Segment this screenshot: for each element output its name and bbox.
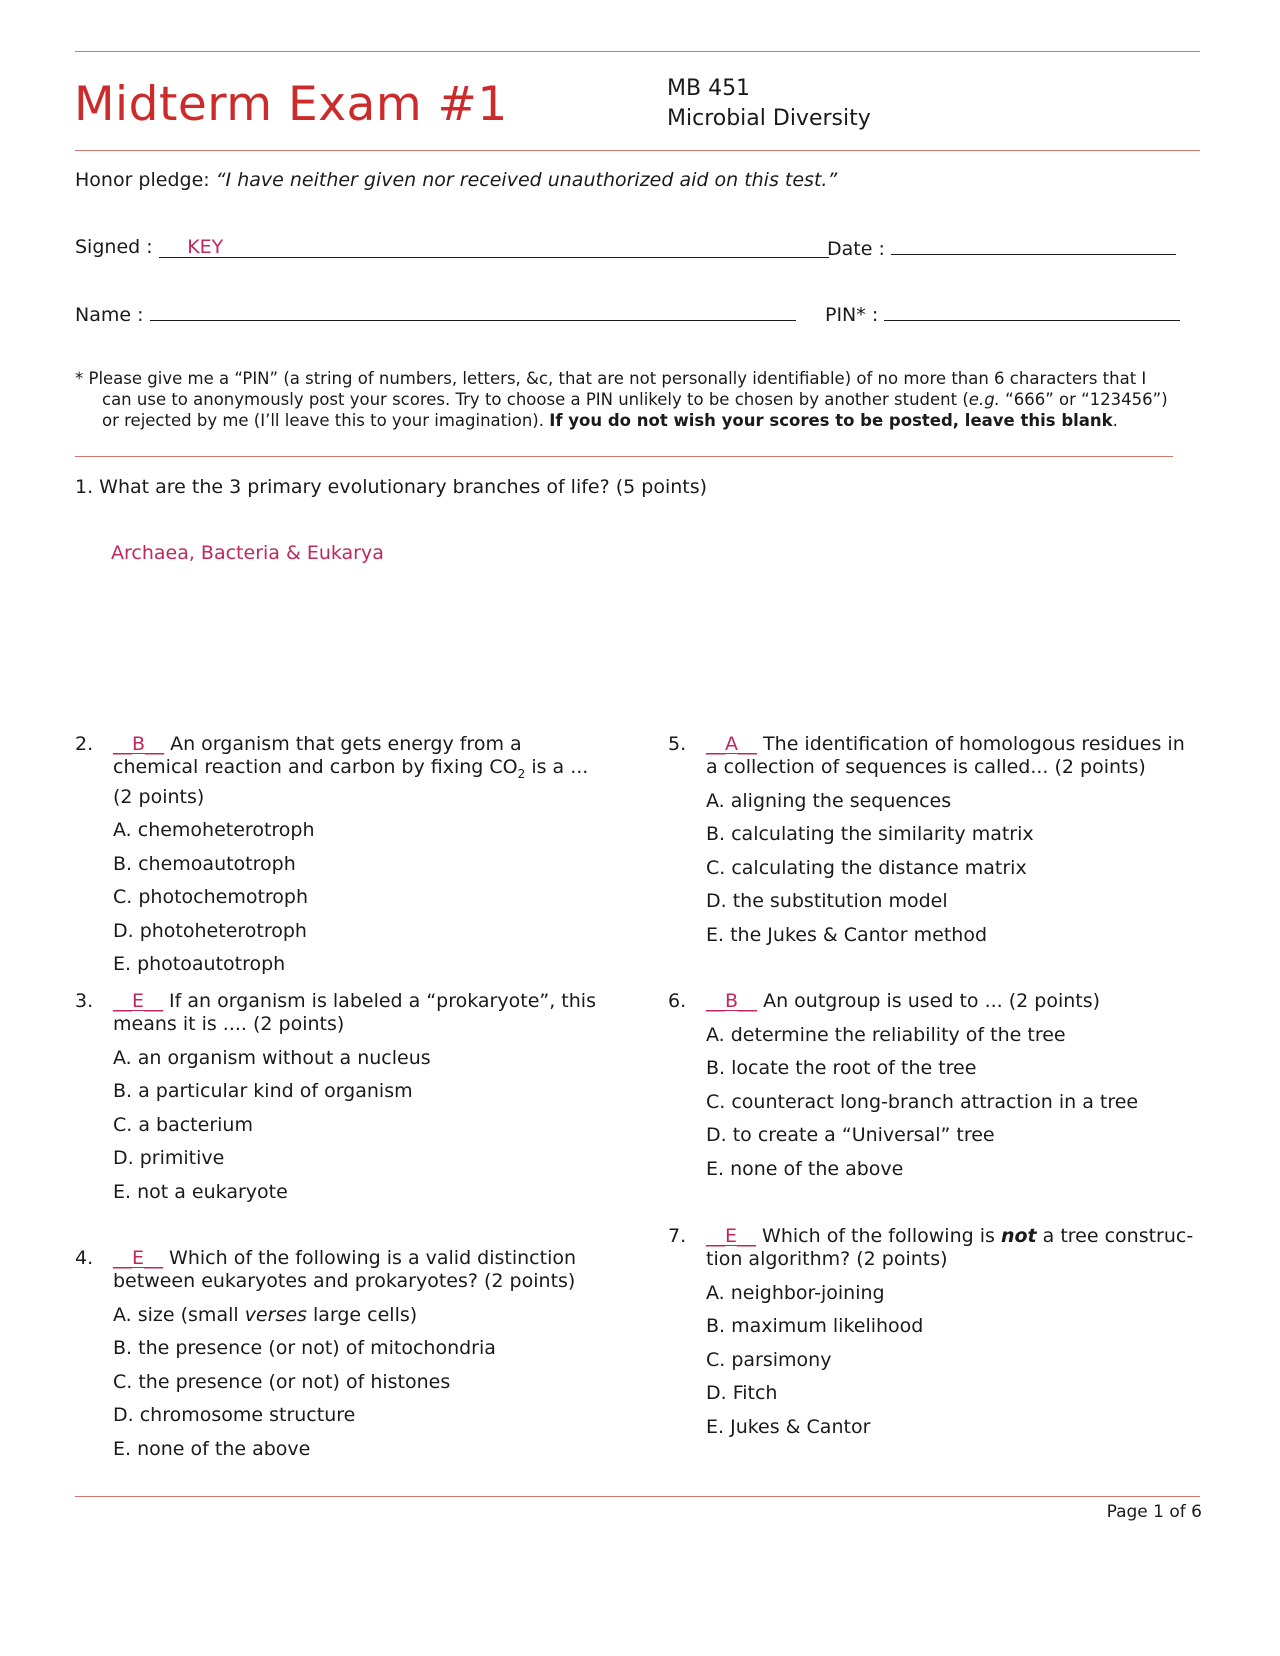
course-code: MB 451 [667, 76, 751, 101]
pledge-label: Honor pledge: [75, 169, 216, 191]
question-1: 1. What are the 3 primary evolutionary branches of life? (5 points) [75, 476, 708, 498]
course-name: Microbial Diversity [667, 106, 871, 131]
option-a: A. determine the reliability of the tree [706, 1023, 1066, 1046]
option-d: D. to create a “Universal” tree [706, 1124, 995, 1146]
pin-row [825, 302, 1180, 326]
honor-pledge [75, 169, 837, 191]
question-stem: 6. __B__ An outgroup is used to ... (2 points) [668, 990, 1101, 1012]
option-c: C. counteract long-branch attraction in a tree [706, 1090, 1139, 1113]
pin-note-line2: can use to anonymously post your scores. Try to choose a PIN unlikely to be chosen by another student (e.g. “666” or “123456”) [102, 390, 1168, 409]
footer-rule [75, 1496, 1200, 1497]
option-b: B. a particular kind of organism [113, 1080, 413, 1102]
option-d: D. primitive [113, 1147, 225, 1169]
header-rule [75, 150, 1200, 151]
answer-blank: __A__ [706, 733, 757, 755]
name-label: Name : [75, 304, 150, 326]
question-3 [75, 990, 605, 1204]
date-label: Date : [827, 238, 891, 260]
pin-note [75, 368, 1195, 431]
answer-blank: __B__ [113, 733, 165, 755]
question-1-answer: Archaea, Bacteria & Eukarya [111, 542, 384, 564]
option-a: A. neighbor-joining [706, 1281, 885, 1304]
option-d: D. the substitution model [706, 890, 948, 912]
pin-note-line3: or rejected by me (I’ll leave this to your imagination). If you do not wish your scores to be posted, leave this blank. [102, 411, 1118, 430]
course-info [667, 74, 871, 134]
option-a: A. aligning the sequences [706, 789, 952, 812]
option-e: E. the Jukes & Cantor method [706, 923, 988, 946]
question-4 [75, 1247, 605, 1461]
pin-label: PIN* : [825, 304, 885, 326]
option-c: C. photochemotroph [113, 886, 309, 909]
question-5 [668, 733, 1198, 947]
option-e: E. not a eukaryote [113, 1180, 288, 1203]
signed-row [75, 236, 829, 258]
question-2 [75, 733, 605, 976]
question-stem: 3. __E__ If an organism is labeled a “prokaryote”, this means it is .... (2 points) [75, 990, 596, 1035]
top-rule [75, 51, 1200, 52]
signed-label: Signed : [75, 236, 159, 258]
option-b: B. chemoautotroph [113, 852, 296, 875]
option-d: D. photoheterotroph [113, 919, 307, 942]
option-b: B. the presence (or not) of mitochondria [113, 1337, 496, 1359]
answer-blank: __B__ [706, 990, 758, 1012]
option-c: C. a bacterium [113, 1113, 253, 1136]
option-c: C. the presence (or not) of histones [113, 1370, 451, 1393]
exam-title: Midterm Exam #1 [74, 77, 508, 132]
option-b: B. calculating the similarity matrix [706, 823, 1034, 845]
option-c: C. parsimony [706, 1348, 832, 1371]
question-stem: 4. __E__ Which of the following is a valid distinction between eukaryotes and prokaryotes? (2 points) [75, 1247, 577, 1292]
date-row [827, 236, 1176, 260]
question-stem: 2. __B__ An organism that gets energy from a chemical reaction and carbon by fixing $CO_2$ is a ... (2 points) [75, 733, 589, 808]
option-a: A. chemoheterotroph [113, 819, 315, 842]
question-stem: 5. __A__ The identification of homologous residues in a collection of sequences is called... (2 points) [668, 733, 1185, 778]
option-a: A. an organism without a nucleus [113, 1046, 431, 1069]
option-a: A. size (small verses large cells) [113, 1303, 418, 1326]
answer-blank: __E__ [706, 1225, 757, 1247]
pin-field[interactable] [884, 302, 1180, 321]
page-number: Page 1 of 6 [1106, 1502, 1202, 1522]
signed-value: KEY [187, 236, 224, 258]
pledge-quote: “I have neither given nor received unauthorized aid on this test.” [215, 169, 838, 191]
option-e: E. Jukes & Cantor [706, 1415, 871, 1438]
option-d: D. Fitch [706, 1382, 778, 1404]
signed-field[interactable] [159, 238, 829, 258]
option-d: D. chromosome structure [113, 1404, 356, 1426]
name-field[interactable] [150, 302, 796, 321]
pin-note-line1: * Please give me a “PIN” (a string of numbers, letters, &c, that are not personally identifiable) of no more than 6 characters that I [75, 369, 1147, 388]
question-6 [668, 990, 1198, 1181]
option-e: E. none of the above [706, 1157, 904, 1180]
answer-blank: __E__ [113, 990, 164, 1012]
option-c: C. calculating the distance matrix [706, 856, 1027, 879]
option-e: E. none of the above [113, 1437, 311, 1460]
name-row [75, 302, 796, 326]
option-b: B. locate the root of the tree [706, 1057, 977, 1079]
note-rule [75, 456, 1173, 457]
option-b: B. maximum likelihood [706, 1315, 924, 1337]
answer-blank: __E__ [113, 1247, 164, 1269]
date-field[interactable] [891, 236, 1176, 255]
option-e: E. photoautotroph [113, 953, 286, 976]
question-7 [668, 1225, 1198, 1439]
question-stem: 7. __E__ Which of the following is not a tree construc-tion algorithm? (2 points) [668, 1225, 1194, 1270]
